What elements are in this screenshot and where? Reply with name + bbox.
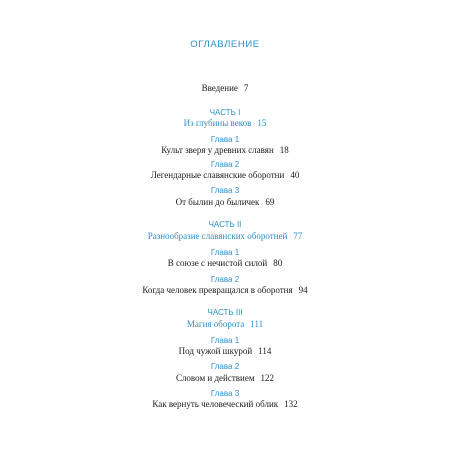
toc-entry-part-3[interactable] — [0, 319, 450, 329]
part-page: 15 — [257, 118, 267, 128]
entry-title: Культ зверя у древних славян — [161, 145, 274, 155]
part-title: Магия оборота — [186, 319, 245, 329]
part-page: 111 — [250, 319, 264, 329]
toc-entry-chapter[interactable] — [0, 346, 450, 356]
part-1-label: ЧАСТЬ I — [209, 108, 241, 117]
entry-page: 18 — [279, 145, 289, 155]
toc-entry-chapter[interactable] — [0, 399, 450, 409]
entry-title: Словом и действием — [175, 373, 255, 383]
toc-entry-part-1[interactable] — [0, 118, 450, 128]
entry-title: Как вернуть человеческий облик — [152, 399, 279, 409]
toc-entry-chapter[interactable] — [0, 285, 450, 295]
entry-page: 132 — [284, 399, 298, 409]
toc-entry-chapter[interactable] — [0, 197, 450, 207]
toc-entry-chapter[interactable] — [0, 145, 450, 155]
entry-title: Когда человек превращался в оборотня — [142, 285, 293, 295]
chapter-label: Глава 2 — [210, 275, 240, 284]
part-title: Из глубины веков — [183, 118, 252, 128]
toc-heading: ОГЛАВЛЕНИЕ — [190, 39, 260, 50]
entry-title: В союзе с нечистой силой — [167, 258, 268, 268]
entry-page: 69 — [265, 197, 275, 207]
chapter-label: Глава 2 — [210, 362, 240, 371]
chapter-label: Глава 2 — [210, 160, 240, 169]
toc-entry-chapter[interactable] — [0, 373, 450, 383]
entry-title: Введение — [201, 83, 238, 93]
chapter-label: Глава 1 — [210, 336, 240, 345]
entry-page: 80 — [273, 258, 283, 268]
toc-entry-intro[interactable] — [0, 83, 450, 93]
entry-page: 122 — [260, 373, 275, 383]
part-page: 77 — [293, 231, 303, 241]
entry-title: От былин до быличек — [175, 197, 260, 207]
toc-entry-chapter[interactable] — [0, 170, 450, 180]
toc-entry-chapter[interactable] — [0, 258, 450, 268]
chapter-label: Глава 3 — [210, 389, 240, 398]
part-3-label: ЧАСТЬ III — [207, 308, 243, 317]
entry-page: 114 — [258, 346, 272, 356]
part-2-label: ЧАСТЬ II — [208, 220, 242, 229]
chapter-label: Глава 1 — [210, 248, 240, 257]
entry-page: 94 — [298, 285, 308, 295]
chapter-label: Глава 1 — [210, 135, 240, 144]
entry-title: Под чужой шкурой — [178, 346, 253, 356]
entry-title: Легендарные славянские оборотни — [150, 170, 285, 180]
part-title: Разнообразие славянских оборотней — [147, 231, 288, 241]
entry-page: 40 — [290, 170, 300, 180]
toc-entry-part-2[interactable] — [0, 231, 450, 241]
chapter-label: Глава 3 — [210, 186, 240, 195]
entry-page: 7 — [243, 83, 249, 93]
